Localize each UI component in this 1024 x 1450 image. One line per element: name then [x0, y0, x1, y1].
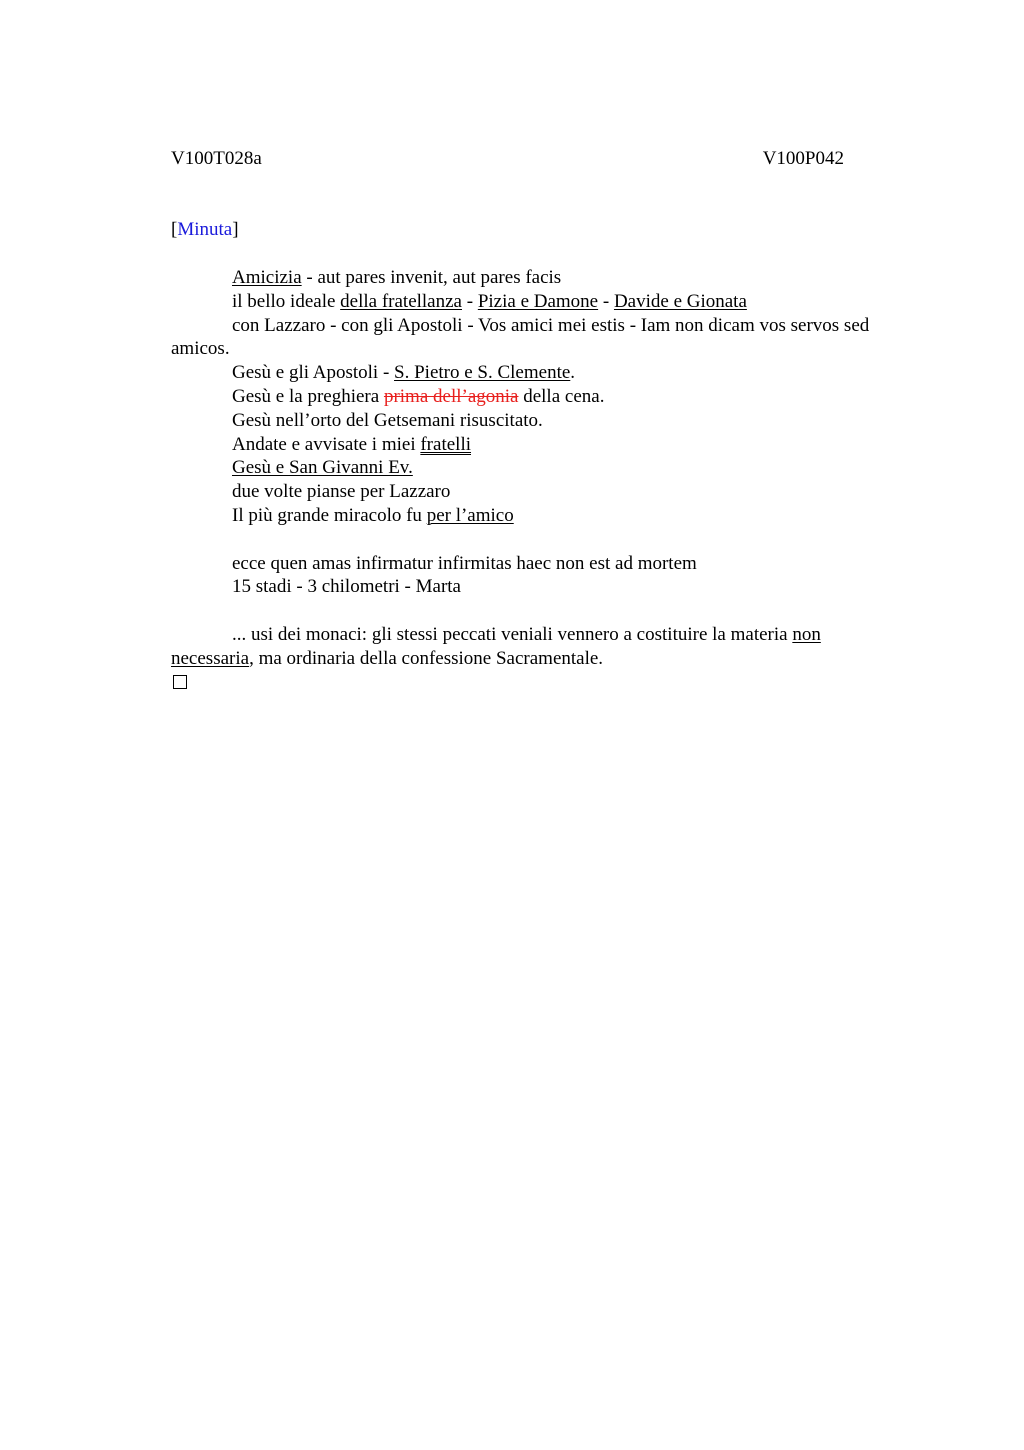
- underlined-per-amico: per l’amico: [426, 504, 514, 526]
- line-lazzaro-apostoli: [171, 314, 899, 362]
- double-underlined-fratelli: fratelli: [420, 433, 471, 455]
- line-text: -: [462, 290, 478, 312]
- line-san-givanni: [171, 456, 899, 480]
- document-code-left: V100T028a: [171, 148, 262, 169]
- bracket-open: [: [171, 219, 178, 240]
- line-text: ... usi dei monaci: gli stessi peccati veniali vennero a costituire la materia: [232, 623, 793, 645]
- line-due-volte: [171, 480, 899, 504]
- underlined-pizia-damone: Pizia e Damone: [477, 290, 599, 312]
- minuta-label: Minuta: [177, 219, 233, 240]
- line-andate: [171, 433, 899, 457]
- line-text: - aut pares invenit, aut pares facis: [301, 267, 562, 288]
- underlined-davide-gionata: Davide e Gionata: [613, 290, 747, 312]
- line-gesu-apostoli: [171, 361, 899, 385]
- deleted-text: prima dell’agonia: [383, 385, 519, 407]
- line-getsemani: [171, 409, 899, 433]
- checkbox-square-icon: [173, 675, 187, 689]
- document-body: [171, 266, 899, 689]
- line-text: Gesù e gli Apostoli -: [232, 362, 395, 384]
- underlined-fratellanza: della fratellanza: [340, 290, 462, 312]
- line-miracolo: [171, 504, 899, 528]
- line-text: due volte pianse per Lazzaro: [232, 481, 451, 503]
- page-header: [171, 147, 844, 171]
- line-text: il bello ideale: [232, 290, 341, 312]
- line-text: della cena.: [518, 385, 605, 407]
- line-text: ecce quen amas infirmatur infirmitas haec non est ad mortem: [232, 552, 697, 574]
- line-text: Gesù e la preghiera: [232, 385, 384, 407]
- underlined-amicizia: Amicizia: [232, 267, 302, 288]
- line-text: Gesù nell’orto del Getsemani risuscitato.: [232, 409, 543, 431]
- line-text: .: [570, 362, 576, 384]
- line-text: Il più grande miracolo fu: [232, 504, 427, 526]
- line-text: con Lazzaro - con gli Apostoli - Vos amici mei estis - Iam non dicam vos servos sed amicos.: [171, 314, 870, 360]
- line-ecce: [171, 552, 899, 576]
- underlined-non-necessaria: non necessaria: [171, 623, 821, 669]
- line-monaci: [171, 623, 899, 671]
- line-text: 15 stadi - 3 chilometri - Marta: [232, 576, 461, 598]
- document-code-right: V100P042: [762, 148, 844, 169]
- line-stadi: [171, 575, 899, 599]
- underlined-san-givanni: Gesù e San Givanni Ev.: [232, 457, 413, 479]
- line-text: , ma ordinaria della confessione Sacramentale.: [249, 647, 604, 669]
- minuta-tag: [171, 218, 239, 242]
- underlined-pietro-clemente: S. Pietro e S. Clemente: [394, 362, 571, 384]
- line-bello-ideale: [171, 290, 899, 314]
- bracket-close: ]: [232, 219, 239, 240]
- line-text: Andate e avvisate i miei: [232, 433, 421, 455]
- line-text: -: [598, 290, 614, 312]
- line-gesu-preghiera: [171, 385, 899, 409]
- line-amicizia: [171, 266, 899, 290]
